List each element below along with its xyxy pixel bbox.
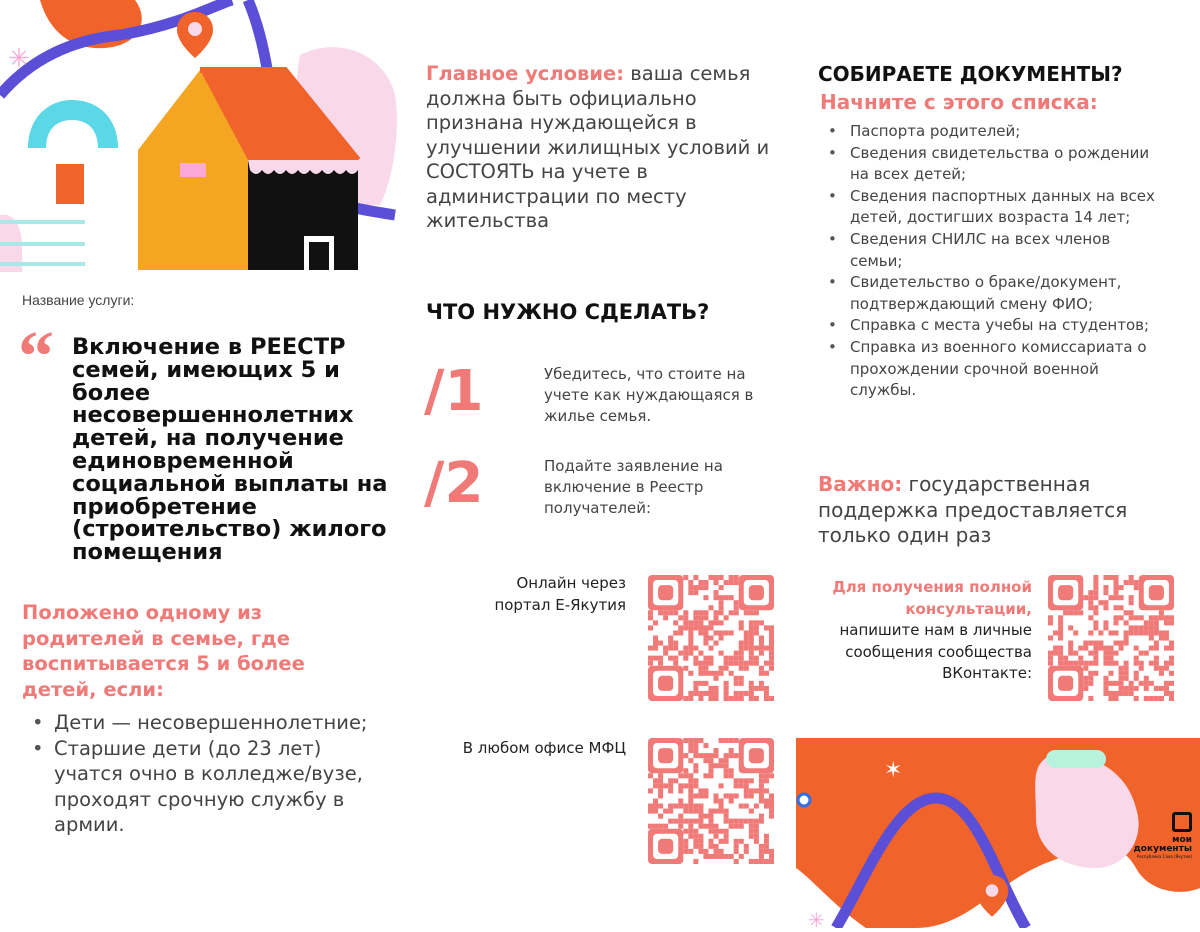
eligibility-heading: Положено одному из родителей в семье, где воспитывается 5 и более детей, если: (22, 601, 305, 701)
main-condition (426, 62, 782, 234)
location-pin-icon (974, 872, 1010, 920)
quote-mark: “ (18, 316, 54, 396)
service-label: Название услуги: (22, 292, 135, 308)
consult-block (806, 577, 1032, 685)
list-item: • Свидетельство о браке/документ, подтверждающий смену ФИО; (824, 272, 1164, 315)
location-pin-icon (175, 10, 215, 60)
asterisk-icon: ✳ (8, 44, 30, 74)
qr-code-mfc[interactable] (648, 738, 774, 864)
office-label: В любом офисе МФЦ (462, 739, 626, 757)
star-icon: ✶ (884, 758, 903, 783)
important-note (818, 472, 1188, 549)
list-item: • Сведения СНИЛС на всех членов семьи; (824, 229, 1164, 272)
logo-icon (1172, 812, 1192, 832)
step-text: Подайте заявление на включение в Реестр получателей: (544, 457, 723, 517)
step-number: /1 (424, 359, 484, 424)
main-condition-text: ваша семья должна быть официально признана нуждающейся в улучшении жилищных условий и СОСТОЯТЬ на учете в администрации по месту жительства (426, 62, 770, 232)
qr-code-vkontakte[interactable] (1048, 575, 1174, 701)
online-label: Онлайн через портал Е-Якутия (494, 574, 626, 614)
consult-text: напишите нам в личные сообщения сообщества ВКонтакте: (839, 621, 1032, 683)
main-condition-label: Главное условие: (426, 62, 625, 85)
todo-heading: ЧТО НУЖНО СДЕЛАТЬ? (426, 300, 710, 324)
documents-list (824, 121, 1164, 402)
list-item: • Старшие дети (до 23 лет) учатся очно в колледже/вузе, проходят срочную службу в армии. (28, 736, 378, 838)
conditions-list (28, 710, 378, 838)
important-text: государственная поддержка предоставляется только один раз (818, 472, 1128, 547)
docs-subheading: Начните с этого списка: (820, 90, 1098, 114)
list-item: • Дети — несовершеннолетние; (28, 710, 378, 736)
brand-logo (1124, 812, 1192, 859)
step-text: Убедитесь, что стоите на учете как нуждающаяся в жилье семья. (544, 365, 754, 425)
list-item: • Сведения свидетельства о рождении на всех детей; (824, 143, 1164, 186)
consult-highlight: Для получения полной консультации, (832, 578, 1032, 618)
docs-heading: СОБИРАЕТЕ ДОКУМЕНТЫ? (818, 62, 1123, 86)
qr-code-e-yakutia[interactable] (648, 575, 774, 701)
service-title: Включение в РЕЕСТР семей, имеющих 5 и более несовершеннолетних детей, на получение единовременной социальной выплаты на приобретение (строительство) жилого помещения (72, 334, 388, 566)
step-number: /2 (424, 451, 484, 516)
logo-sub: Республика Саха (Якутия) (1136, 854, 1192, 859)
logo-text: мои документы (1133, 835, 1192, 854)
list-item: • Справка из военного комиссариата о прохождении срочной военной службы. (824, 337, 1164, 402)
list-item: • Справка с места учебы на студентов; (824, 315, 1164, 337)
important-label: Важно: (818, 472, 903, 496)
list-item: • Паспорта родителей; (824, 121, 1164, 143)
asterisk-icon: ✳ (808, 908, 825, 932)
list-item: • Сведения паспортных данных на всех детей, достигших возраста 14 лет; (824, 186, 1164, 229)
